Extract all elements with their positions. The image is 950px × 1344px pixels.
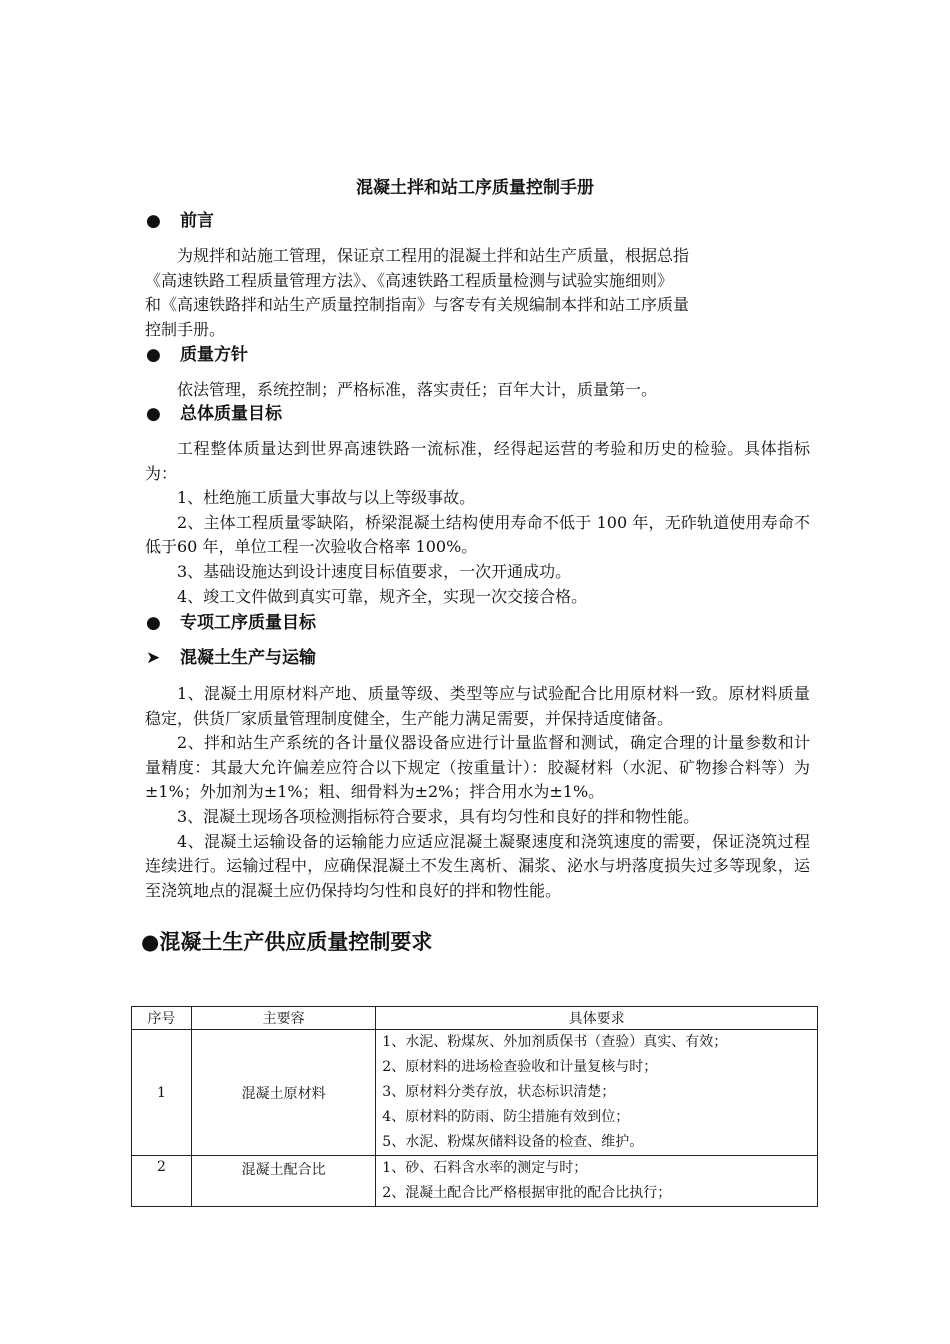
special-goal-body	[145, 682, 810, 903]
goal-item: 1、杜绝施工质量大事故与以上等级事故。	[177, 488, 476, 508]
section-heading-label: 专项工序质量目标	[180, 613, 316, 633]
section-heading-special-goal	[146, 610, 316, 636]
requirement-item: 2、混凝土配合比严格根据审批的配合比执行；	[382, 1185, 672, 1201]
requirements-table	[131, 1006, 818, 1207]
special-item: 4、混凝土运输设备的运输能力应适应混凝土凝聚速度和浇筑速度的需要，保证浇筑过程连续进行。运输过程中，应确保混凝土不发生离析、漏浆、泌水与坍落度损失过多等现象，运至浇筑地点的混凝土应仍保持均匀性和良好的拌和物性能。	[145, 831, 810, 900]
column-header: 主要容	[191, 1007, 375, 1030]
section-heading-label: 质量方针	[180, 345, 248, 365]
section-heading-label: 总体质量目标	[180, 404, 282, 424]
section-heading-policy	[146, 342, 248, 368]
overall-goal-body	[145, 437, 810, 609]
table-row	[132, 1030, 818, 1156]
section-heading-overall-goal	[146, 401, 282, 427]
paragraph-line: 为规拌和站施工管理，保证京工程用的混凝土拌和站生产质量，根据总指	[177, 246, 690, 265]
requirement-item: 3、原材料分类存放，状态标识清楚；	[382, 1084, 616, 1100]
subheading-production-transport	[146, 645, 316, 671]
special-item: 3、混凝土现场各项检测指标符合要求，具有均匀性和良好的拌和物性能。	[177, 806, 700, 826]
table-row	[132, 1156, 818, 1207]
requirements-heading: ●混凝土生产供应质量控制要求	[141, 930, 433, 954]
requirement-item: 1、砂、石料含水率的测定与时；	[382, 1160, 588, 1176]
paragraph-line: 《高速铁路工程质量管理方法》、《高速铁路工程质量检测与试验实施细则》	[145, 270, 674, 290]
document-title: 混凝土拌和站工序质量控制手册	[356, 178, 594, 198]
requirement-item: 5、水泥、粉煤灰储料设备的检查、维护。	[382, 1134, 644, 1150]
goal-item: 3、基础设施达到设计速度目标值要求，一次开通成功。	[177, 561, 572, 581]
policy-paragraph	[145, 378, 810, 403]
requirement-item: 4、原材料的防雨、防尘措施有效到位；	[382, 1109, 630, 1125]
column-header: 具体要求	[376, 1007, 818, 1030]
table-header-row	[132, 1007, 818, 1030]
foreword-paragraph	[145, 244, 810, 342]
bullet-icon: ●	[146, 404, 161, 424]
arrow-icon: ➤	[146, 648, 161, 668]
special-item: 2、拌和站生产系统的各计量仪器设备应进行计量监督和测试，确定合理的计量参数和计量精度：其最大允许偏差应符合以下规定（按重量计）：胶凝材料（水泥、矿物掺合料等）为±1%；外加剂为±1%；粗、细骨料为±2%；拌合用水为±1%。	[145, 733, 810, 802]
section-heading-foreword	[146, 208, 214, 234]
requirement-item: 1、水泥、粉煤灰、外加剂质保书（查验）真实、有效；	[382, 1034, 728, 1050]
goal-item: 4、竣工文件做到真实可靠，规齐全，实现一次交接合格。	[177, 586, 588, 606]
bullet-icon: ●	[146, 345, 161, 365]
subheading-label: 混凝土生产与运输	[180, 648, 316, 668]
bullet-icon: ●	[146, 613, 161, 633]
row-number: 1	[132, 1030, 192, 1156]
row-requirements	[376, 1156, 818, 1207]
goal-item: 2、主体工程质量零缺陷，桥梁混凝土结构使用寿命不低于 100 年，无砟轨道使用寿命不低于60 年，单位工程一次验收合格率 100%。	[145, 512, 810, 557]
overall-goal-intro: 工程整体质量达到世界高速铁路一流标准，经得起运营的考验和历史的检验。具体指标为：	[145, 439, 810, 483]
paragraph-line: 和《高速铁路拌和站生产质量控制指南》与客专有关规编制本拌和站工序质量	[145, 295, 690, 315]
paragraph-line: 控制手册。	[145, 319, 226, 339]
section-heading-label: 前言	[180, 211, 214, 231]
requirement-item: 2、原材料的进场检查验收和计量复核与时；	[382, 1059, 658, 1075]
row-content: 混凝土配合比	[191, 1156, 375, 1207]
column-header: 序号	[132, 1007, 192, 1030]
row-number: 2	[132, 1156, 192, 1207]
policy-text: 依法管理，系统控制；严格标准，落实责任；百年大计，质量第一。	[177, 380, 658, 399]
bullet-icon: ●	[146, 211, 161, 231]
row-content: 混凝土原材料	[191, 1030, 375, 1156]
special-item: 1、混凝土用原材料产地、质量等级、类型等应与试验配合比用原材料一致。原材料质量稳定，供货厂家质量管理制度健全，生产能力满足需要，并保持适度储备。	[145, 684, 810, 728]
row-requirements	[376, 1030, 818, 1156]
